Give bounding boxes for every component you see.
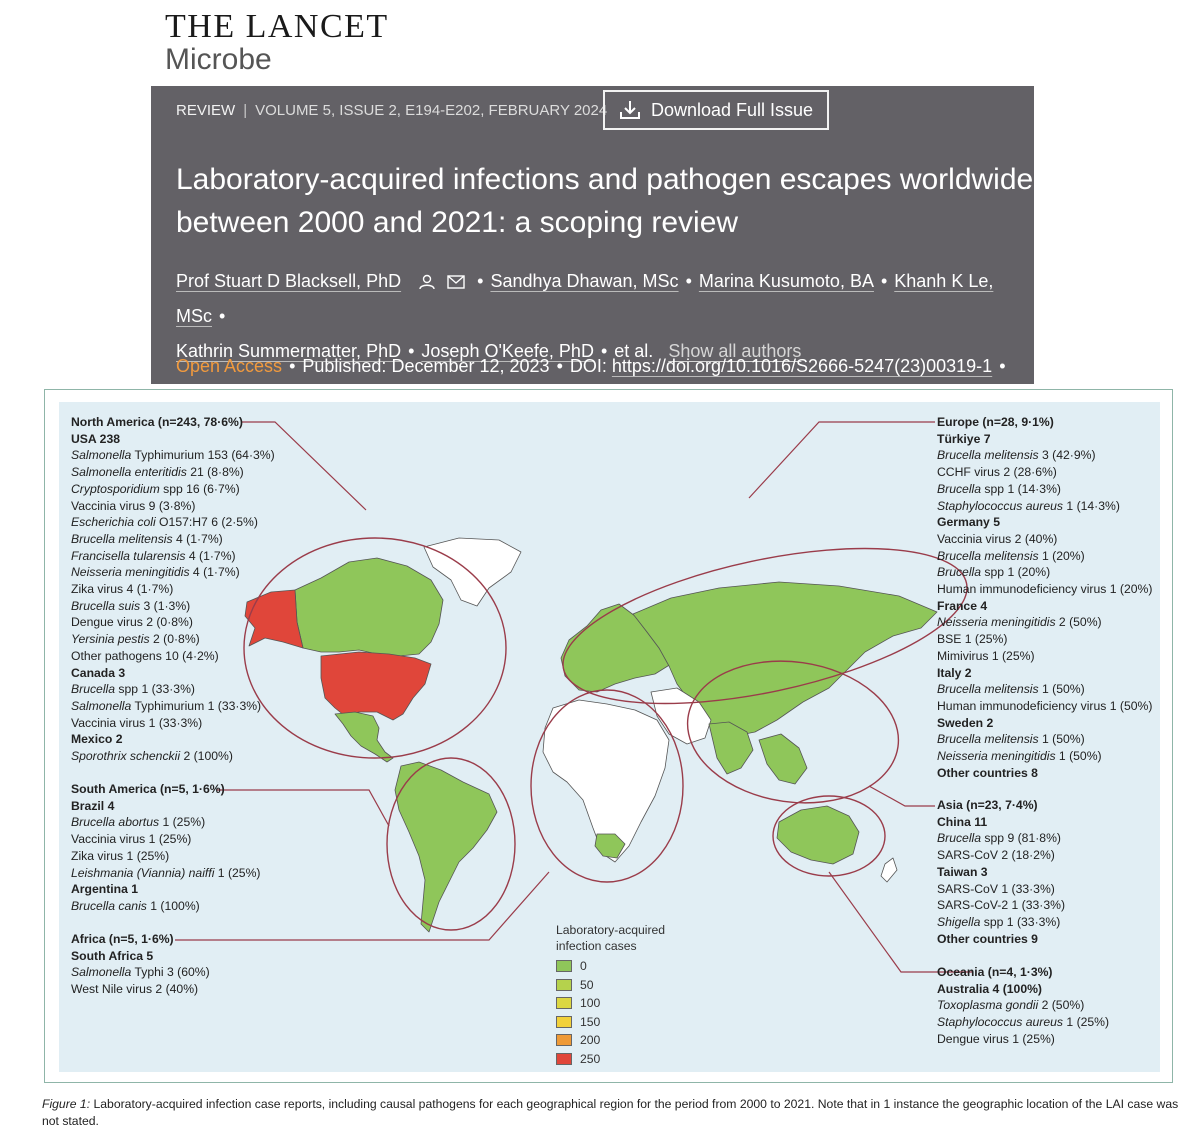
pathogen-entry: SARS-CoV 1 (33·3%) (937, 881, 1055, 896)
new-zealand (881, 858, 897, 882)
leader-lines (175, 422, 973, 972)
pathogen-entry: Brucella melitensis 4 (1·7%) (71, 531, 223, 546)
pathogen-entry: Neisseria meningitidis 2 (50%) (937, 615, 1102, 630)
legend-item (556, 1013, 665, 1032)
region-oceania (937, 964, 1109, 1048)
pathogen-entry: Staphylococcus aureus 1 (25%) (937, 1015, 1110, 1030)
region-header: North America (n=243, 78·6%) (71, 415, 243, 429)
logo-title: THE LANCET (165, 8, 389, 45)
author-link[interactable]: Marina Kusumoto, BA (698, 271, 874, 291)
pathogen-entry: Mimivirus 1 (25%) (937, 648, 1035, 663)
legend-swatch (556, 1016, 572, 1028)
bullet: • (556, 356, 563, 376)
published-label: Published: (302, 356, 387, 376)
figure-panel (59, 402, 1160, 1072)
pathogen-entry: Brucella melitensis 1 (50%) (937, 682, 1085, 697)
asia-leader (869, 786, 935, 806)
title-line-1: Laboratory-acquired infections and pathogen escapes worldwide (176, 163, 1034, 196)
email-icon[interactable] (447, 275, 465, 289)
pathogen-entry: Vaccinia virus 9 (3·8%) (71, 498, 196, 513)
author-link[interactable]: Prof Stuart D Blacksell, PhD (176, 271, 402, 291)
pathogen-entry: SARS-CoV-2 1 (33·3%) (937, 898, 1066, 913)
pathogen-entry: Dengue virus 2 (0·8%) (71, 615, 193, 630)
caption-label: Figure 1: (42, 1097, 91, 1111)
person-icon[interactable] (418, 274, 436, 290)
logo-subtitle: Microbe (165, 43, 272, 76)
pathogen-entry: Cryptosporidium spp 16 (6·7%) (71, 481, 240, 496)
download-label: Download Full Issue (650, 99, 814, 120)
legend-title: infection cases (556, 939, 637, 953)
legend-label: 150 (580, 1014, 601, 1029)
article-header (151, 86, 1034, 384)
legend-item (556, 1031, 665, 1050)
bullet: • (685, 271, 692, 291)
pathogen-entry: Escherichia coli O157:H7 6 (2·5%) (71, 515, 258, 530)
map-legend (556, 922, 665, 1068)
legend-item (556, 1050, 665, 1069)
pathogen-entry: Brucella spp 9 (81·8%) (937, 831, 1061, 846)
pathogen-entry: Brucella canis 1 (100%) (71, 898, 200, 913)
pathogen-entry: Brucella melitensis 1 (20%) (937, 548, 1085, 563)
pathogen-entry: Salmonella enteritidis 21 (8·8%) (71, 465, 244, 480)
pathogen-entry: Dengue virus 1 (25%) (937, 1031, 1055, 1046)
bullet: • (477, 271, 484, 291)
pathogen-entry: West Nile virus 2 (40%) (71, 982, 199, 997)
bullet: • (999, 356, 1006, 376)
pathogen-entry: BSE 1 (25%) (937, 632, 1008, 647)
pathogen-entry: Brucella abortus 1 (25%) (71, 815, 206, 830)
country-label: Türkiye 7 (937, 431, 991, 446)
region-africa (71, 931, 210, 998)
pathogen-entry: Brucella spp 1 (14·3%) (937, 481, 1061, 496)
show-all-authors-link[interactable]: Show all authors (668, 341, 802, 361)
region-header: Oceania (n=4, 1·3%) (937, 965, 1053, 979)
region-header: South America (n=5, 1·6%) (71, 782, 225, 796)
bullet: • (408, 341, 415, 361)
pathogen-entry: Yersinia pestis 2 (0·8%) (71, 632, 200, 647)
pathogen-entry: Vaccinia virus 1 (33·3%) (71, 715, 203, 730)
legend-label: 50 (580, 977, 594, 992)
southeast-asia (759, 734, 807, 784)
pathogen-entry: Staphylococcus aureus 1 (14·3%) (937, 498, 1120, 513)
title-line-2: between 2000 and 2021: a scoping review (176, 206, 739, 239)
country-label: France 4 (937, 598, 988, 613)
legend-item (556, 994, 665, 1013)
pathogen-entry: Human immunodeficiency virus 1 (50%) (937, 698, 1153, 713)
pathogen-entry: Vaccinia virus 1 (25%) (71, 832, 192, 847)
legend-title: Laboratory-acquired (556, 923, 666, 937)
region-asia (937, 797, 1065, 947)
legend-swatch (556, 997, 572, 1009)
doi-link[interactable]: https://doi.org/10.1016/S2666-5247(23)00319-1 (611, 356, 993, 376)
legend-label: 250 (580, 1051, 601, 1066)
country-label: Brazil 4 (71, 798, 115, 813)
pathogen-entry: Brucella spp 1 (20%) (937, 565, 1051, 580)
download-icon (619, 100, 641, 120)
pathogen-entry: Neisseria meningitidis 4 (1·7%) (71, 565, 240, 580)
legend-swatch (556, 1034, 572, 1046)
region-header: Africa (n=5, 1·6%) (71, 932, 174, 946)
journal-logo[interactable] (165, 8, 389, 76)
country-label: Sweden 2 (937, 715, 994, 730)
pathogen-entry: Brucella melitensis 3 (42·9%) (937, 448, 1096, 463)
figure-1 (44, 389, 1173, 1083)
legend-item (556, 957, 665, 976)
south-america (395, 762, 497, 932)
pathogen-entry: CCHF virus 2 (28·6%) (937, 465, 1057, 480)
country-label: Argentina 1 (71, 882, 139, 897)
pathogen-entry: Salmonella Typhimurium 1 (33·3%) (71, 698, 262, 713)
pathogen-entry: Salmonella Typhimurium 153 (64·3%) (71, 448, 275, 463)
pathogen-entry: Salmonella Typhi 3 (60%) (71, 965, 210, 980)
pathogen-entry: Brucella spp 1 (33·3%) (71, 682, 195, 697)
legend-swatch (556, 960, 572, 972)
pathogen-entry: Zika virus 1 (25%) (71, 848, 170, 863)
pathogen-entry: Shigella spp 1 (33·3%) (937, 914, 1061, 929)
pathogen-entry: SARS-CoV 2 (18·2%) (937, 848, 1055, 863)
bullet: • (219, 306, 226, 326)
usa (321, 652, 431, 720)
legend-item (556, 976, 665, 995)
author-link[interactable]: Khanh K Le, MSc (176, 271, 994, 326)
legend-label: 0 (580, 959, 587, 974)
country-label: Taiwan 3 (937, 864, 988, 879)
legend-swatch (556, 1053, 572, 1065)
figure-caption (42, 1096, 1182, 1130)
country-label: China 11 (937, 814, 988, 829)
published-date: December 12, 2023 (391, 356, 550, 376)
country-label: Australia 4 (100%) (937, 981, 1042, 996)
pathogen-entry: Vaccinia virus 2 (40%) (937, 531, 1058, 546)
europe-leader (749, 422, 935, 498)
country-label: Canada 3 (71, 665, 126, 680)
australia (777, 806, 859, 864)
continents (245, 538, 937, 932)
country-label: USA 238 (71, 431, 120, 446)
article-meta (176, 102, 607, 119)
pathogen-entry: Neisseria meningitidis 1 (50%) (937, 749, 1102, 764)
pathogen-entry: Zika virus 4 (1·7%) (71, 582, 174, 597)
region-europe (937, 414, 1152, 781)
article-type: REVIEW (176, 102, 236, 119)
pathogen-entry: Leishmania (Viannia) naiffi 1 (25%) (71, 865, 261, 880)
caption-text: Laboratory-acquired infection case reports, including causal pathogens for each geographical region for the period from 2000 to 2021. Note that in 1 instance the geographic location of the LAI case was not stated. (42, 1097, 1179, 1128)
et-al: et al. (614, 341, 654, 361)
download-issue-button[interactable] (603, 90, 829, 130)
bullet: • (880, 271, 888, 291)
pathogen-entry: Human immunodeficiency virus 1 (20%) (937, 582, 1153, 597)
legend-label: 100 (580, 996, 601, 1011)
region-north-america (71, 414, 275, 765)
pathogen-entry: Brucella suis 3 (1·3%) (71, 598, 191, 613)
pathogen-entry: Other pathogens 10 (4·2%) (71, 648, 219, 663)
country-label: Other countries 8 (937, 765, 1038, 780)
author-link[interactable]: Sandhya Dhawan, MSc (490, 271, 679, 291)
pathogen-entry: Sporothrix schenckii 2 (100%) (71, 749, 233, 764)
author-row-1 (176, 264, 1036, 334)
author-list (176, 264, 1036, 369)
country-label: Italy 2 (937, 665, 972, 680)
pathogen-entry: Brucella melitensis 1 (50%) (937, 732, 1085, 747)
doi-label: DOI: (569, 356, 607, 376)
country-label: Other countries 9 (937, 931, 1038, 946)
article-title (176, 158, 1036, 244)
region-south-america (71, 781, 260, 915)
open-access-link[interactable]: Open Access (176, 356, 283, 376)
publication-row (176, 356, 1013, 377)
meta-separator: | (243, 102, 248, 119)
country-label: South Africa 5 (71, 948, 154, 963)
volume-link[interactable]: VOLUME 5, ISSUE 2, E194-E202, FEBRUARY 2024 (255, 102, 608, 119)
region-header: Europe (n=28, 9·1%) (937, 415, 1054, 429)
legend-swatch (556, 979, 572, 991)
bullet: • (289, 356, 296, 376)
region-header: Asia (n=23, 7·4%) (937, 798, 1038, 812)
pathogen-entry: Toxoplasma gondii 2 (50%) (937, 998, 1085, 1013)
canada (295, 558, 443, 656)
country-label: Mexico 2 (71, 732, 123, 747)
author-link[interactable]: Joseph O'Keefe, PhD (421, 341, 594, 361)
country-label: Germany 5 (937, 515, 1001, 530)
bullet: • (600, 341, 608, 361)
pathogen-entry: Francisella tularensis 4 (1·7%) (71, 548, 236, 563)
legend-label: 200 (580, 1033, 601, 1048)
author-link[interactable]: Kathrin Summermatter, PhD (176, 341, 402, 361)
